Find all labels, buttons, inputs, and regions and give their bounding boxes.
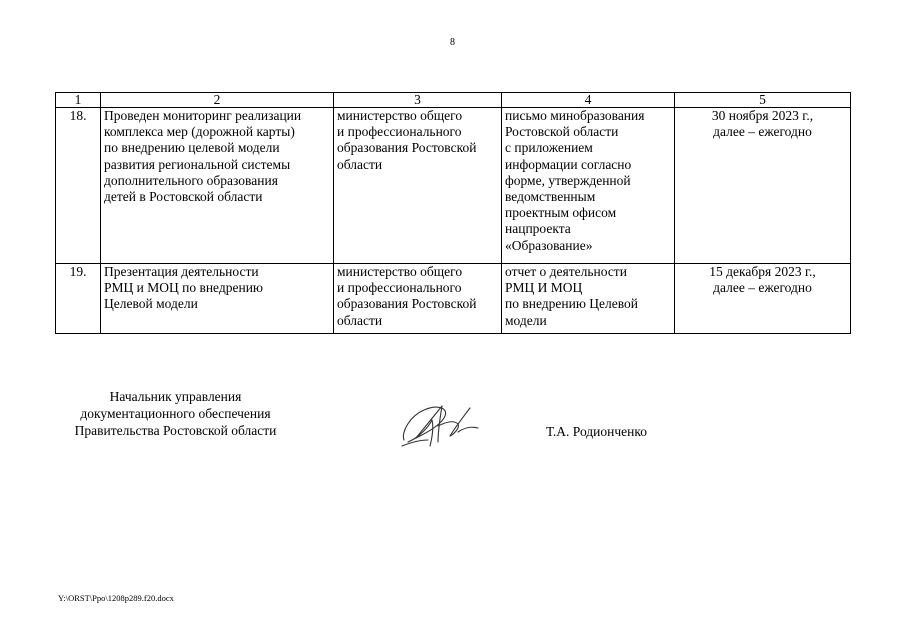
activity-cell: Проведен мониторинг реализации комплекса мер (дорожной карты) по внедрению целевой модели развития региональной системы дополнительного образования детей в Ростовской области xyxy=(101,108,334,264)
result-cell: письмо минобразования Ростовской области с приложением информации согласно форме, утвержденной ведомственным проектным офисом нацпроекта «Образование» xyxy=(502,108,675,264)
header-cell-5: 5 xyxy=(675,93,851,108)
header-cell-3: 3 xyxy=(334,93,502,108)
table-header-row xyxy=(56,93,851,108)
deadline-cell: 30 ноября 2023 г., далее – ежегодно xyxy=(675,108,851,264)
header-cell-4: 4 xyxy=(502,93,675,108)
file-path: Y:\ORST\Ppo\1208p289.f20.docx xyxy=(58,593,174,603)
signatory-title: Начальник управления документационного обеспечения Правительства Ростовской области xyxy=(74,389,277,438)
table-row xyxy=(56,108,851,264)
activity-cell: Презентация деятельности РМЦ и МОЦ по внедрению Целевой модели xyxy=(101,264,334,334)
responsible-cell: министерство общего и профессионального образования Ростовской области xyxy=(334,108,502,264)
header-cell-2: 2 xyxy=(101,93,334,108)
responsible-cell: министерство общего и профессионального образования Ростовской области xyxy=(334,264,502,334)
plan-table xyxy=(55,92,851,334)
handwritten-signature xyxy=(398,398,482,452)
row-number: 19. xyxy=(56,264,101,334)
signer-name: Т.А. Родионченко xyxy=(546,424,647,439)
page-number: 8 xyxy=(450,37,455,48)
row-number: 18. xyxy=(56,108,101,264)
header-cell-1: 1 xyxy=(56,93,101,108)
result-cell: отчет о деятельности РМЦ И МОЦ по внедрению Целевой модели xyxy=(502,264,675,334)
deadline-cell: 15 декабря 2023 г., далее – ежегодно xyxy=(675,264,851,334)
table-row xyxy=(56,264,851,334)
